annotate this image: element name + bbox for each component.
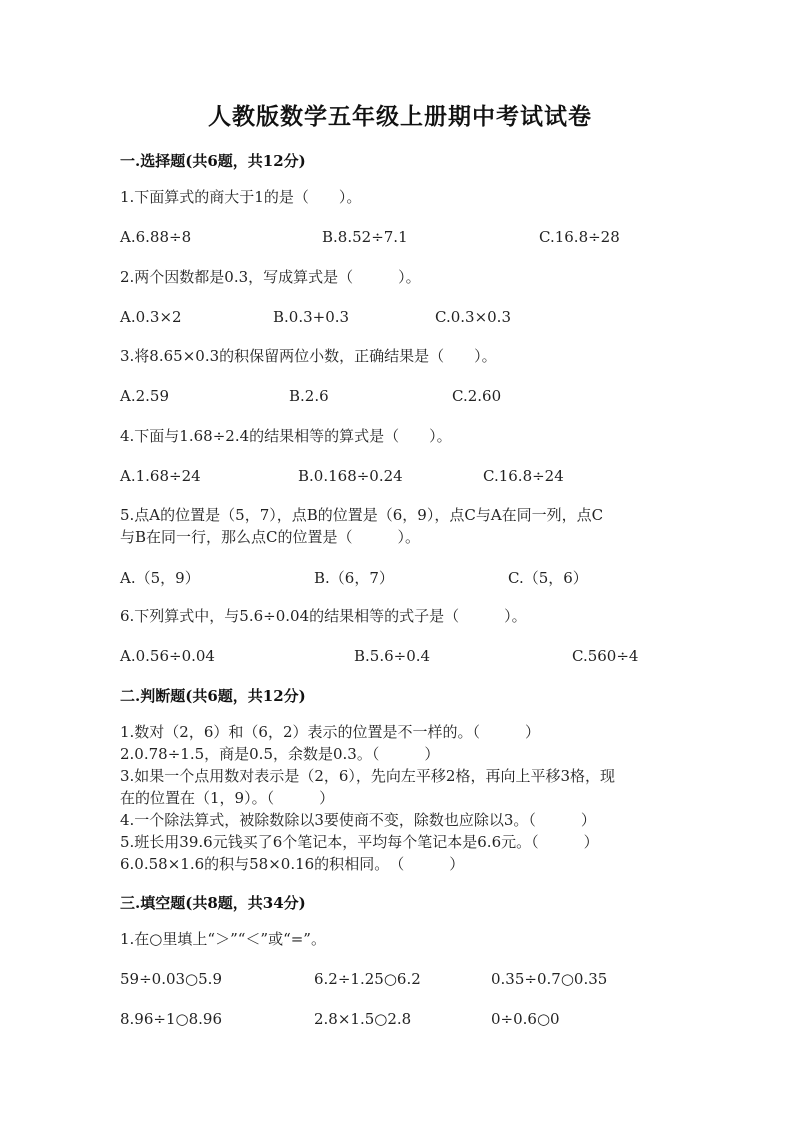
question-stem: 3.将8.65×0.3的积保留两位小数，正确结果是（ ）。 xyxy=(120,347,497,365)
section-heading-fill: 三.填空题(共8题，共34分) xyxy=(120,894,306,912)
judge-line: 4.一个除法算式，被除数除以3要使商不变，除数也应除以3。（ ） xyxy=(120,811,596,829)
option-b: B.（6，7） xyxy=(314,569,394,587)
question-stem: 1.下面算式的商大于1的是（ ）。 xyxy=(120,188,362,206)
section-heading-judge: 二.判断题(共6题，共12分) xyxy=(120,687,306,705)
question-stem: 2.两个因数都是0.3，写成算式是（ ）。 xyxy=(120,268,421,286)
option-b: B.0.168÷0.24 xyxy=(298,467,403,485)
judge-line: 1.数对（2，6）和（6，2）表示的位置是不一样的。（ ） xyxy=(120,723,540,741)
option-c: C.560÷4 xyxy=(572,647,639,665)
compare-item: 8.96÷1○8.96 xyxy=(120,1010,222,1028)
option-b: B.2.6 xyxy=(289,387,329,405)
option-b: B.0.3+0.3 xyxy=(273,308,350,326)
option-c: C.16.8÷28 xyxy=(539,228,620,246)
page-title: 人教版数学五年级上册期中考试试卷 xyxy=(208,103,592,130)
judge-line: 在的位置在（1，9）。（ ） xyxy=(120,789,335,807)
option-c: C.（5，6） xyxy=(508,569,588,587)
option-a: A.0.3×2 xyxy=(120,308,182,326)
option-a: A.1.68÷24 xyxy=(120,467,201,485)
option-a: A.0.56÷0.04 xyxy=(120,647,215,665)
compare-item: 2.8×1.5○2.8 xyxy=(314,1010,412,1028)
option-c: C.2.60 xyxy=(452,387,502,405)
judge-line: 6.0.58×1.6的积与58×0.16的积相同。 （ ） xyxy=(120,855,465,873)
question-stem: 1.在○里填上“＞”“＜”或“=”。 xyxy=(120,930,326,948)
judge-line: 2.0.78÷1.5，商是0.5，余数是0.3。（ ） xyxy=(120,745,440,763)
option-a: A.6.88÷8 xyxy=(120,228,192,246)
option-b: B.8.52÷7.1 xyxy=(322,228,408,246)
compare-item: 6.2÷1.25○6.2 xyxy=(314,970,421,988)
question-stem: 4.下面与1.68÷2.4的结果相等的算式是（ ）。 xyxy=(120,427,452,445)
option-c: C.0.3×0.3 xyxy=(435,308,511,326)
option-b: B.5.6÷0.4 xyxy=(354,647,431,665)
question-stem-line: 与B在同一行，那么点C的位置是（ ）。 xyxy=(120,528,421,546)
option-a: A.2.59 xyxy=(120,387,169,405)
question-stem: 6.下列算式中，与5.6÷0.04的结果相等的式子是（ ）。 xyxy=(120,607,527,625)
option-a: A.（5，9） xyxy=(120,569,200,587)
section-heading-choice: 一.选择题(共6题，共12分) xyxy=(120,152,306,170)
judge-line: 3.如果一个点用数对表示是（2，6），先向左平移2格，再向上平移3格，现 xyxy=(120,767,615,785)
compare-item: 0÷0.6○0 xyxy=(491,1010,560,1028)
compare-item: 59÷0.03○5.9 xyxy=(120,970,222,988)
option-c: C.16.8÷24 xyxy=(483,467,564,485)
question-stem-line: 5.点A的位置是（5，7），点B的位置是（6，9），点C与A在同一列，点C xyxy=(120,506,604,524)
compare-item: 0.35÷0.7○0.35 xyxy=(491,970,608,988)
judge-line: 5.班长用39.6元钱买了6个笔记本，平均每个笔记本是6.6元。（ ） xyxy=(120,833,599,851)
